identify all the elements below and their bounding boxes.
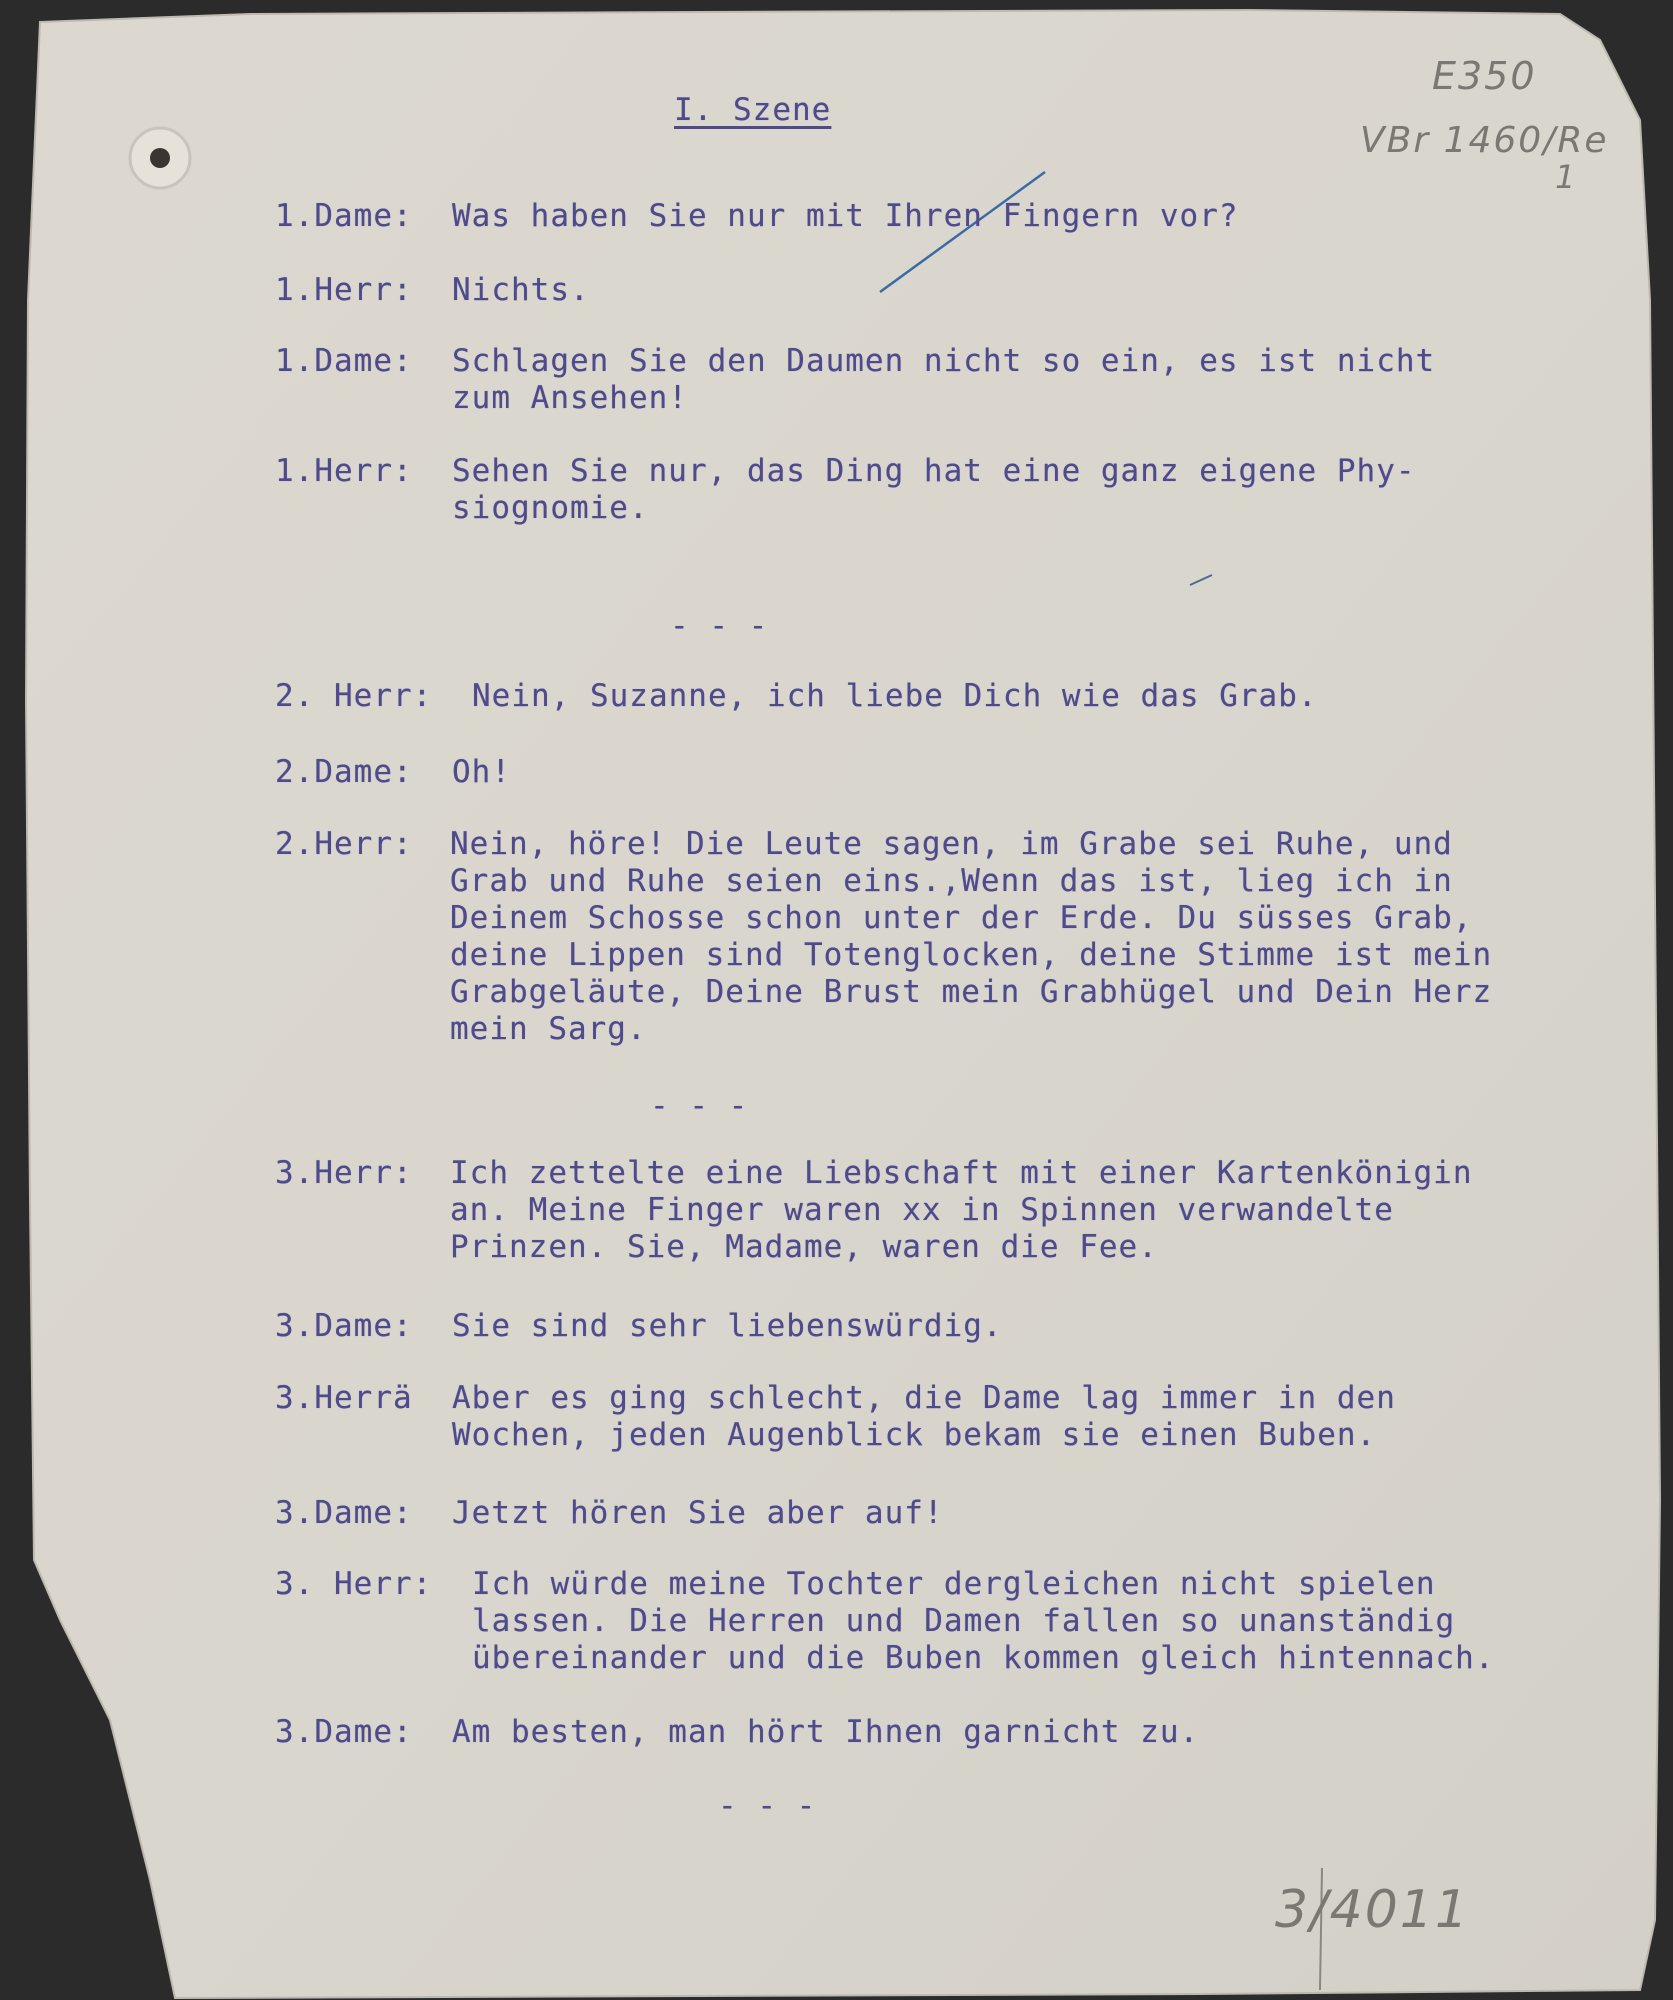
speaker-label: 3.Herrä [275, 1380, 413, 1416]
speaker-label: 1.Dame: [275, 343, 413, 379]
dialogue-line: siognomie. [452, 490, 649, 526]
dialogue-line: Nichts. [452, 272, 590, 308]
speaker-label: 3.Herr: [275, 1155, 413, 1191]
dialogue-line: zum Ansehen! [452, 380, 688, 416]
dialogue-line: Ich zettelte eine Liebschaft mit einer Kartenkönigin [450, 1155, 1473, 1191]
speaker-label: 2. Herr: [275, 678, 433, 714]
dialogue-line: Oh! [452, 754, 511, 790]
archive-mark-sub: 1 [1555, 158, 1578, 196]
speaker-label: 1.Herr: [275, 453, 413, 489]
dialogue-line: Jetzt hören Sie aber auf! [452, 1495, 944, 1531]
dialogue-line: deine Lippen sind Totenglocken, deine Stimme ist mein [450, 937, 1493, 973]
dialogue-line: Grab und Ruhe seien eins.,Wenn das ist, lieg ich in [450, 863, 1453, 899]
dialogue-line: Nein, Suzanne, ich liebe Dich wie das Grab. [472, 678, 1318, 714]
speaker-label: 3.Dame: [275, 1308, 413, 1344]
dialogue-line: Sehen Sie nur, das Ding hat eine ganz eigene Phy- [452, 453, 1416, 489]
dialogue-line: lassen. Die Herren und Damen fallen so unanständig [472, 1603, 1456, 1639]
dialogue-line: übereinander und die Buben kommen gleich hintennach. [472, 1640, 1495, 1676]
scene-separator-2: - - - [650, 1088, 749, 1124]
speaker-label: 2.Herr: [275, 826, 413, 862]
dialogue-line: Nein, höre! Die Leute sagen, im Grabe sei Ruhe, und [450, 826, 1453, 862]
dialogue-line: mein Sarg. [450, 1011, 647, 1047]
dialogue-line: Deinem Schosse schon unter der Erde. Du süsses Grab, [450, 900, 1473, 936]
dialogue-line: Sie sind sehr liebenswürdig. [452, 1308, 1003, 1344]
scene-separator-1: - - - [670, 608, 769, 644]
archive-mark-bottom: 3/4011 [1275, 1880, 1470, 1940]
dialogue-line: Am besten, man hört Ihnen garnicht zu. [452, 1714, 1200, 1750]
speaker-label: 1.Herr: [275, 272, 413, 308]
speaker-label: 3.Dame: [275, 1714, 413, 1750]
dialogue-line: Aber es ging schlecht, die Dame lag immer in den [452, 1380, 1396, 1416]
archive-mark-e350: E350 [1432, 54, 1537, 98]
hole-center [150, 148, 170, 168]
speaker-label: 2.Dame: [275, 754, 413, 790]
dialogue-line: Was haben Sie nur mit Ihren Fingern vor? [452, 198, 1239, 234]
speaker-label: 3.Dame: [275, 1495, 413, 1531]
dialogue-line: Wochen, jeden Augenblick bekam sie einen Buben. [452, 1417, 1377, 1453]
dialogue-line: Prinzen. Sie, Madame, waren die Fee. [450, 1229, 1158, 1265]
dialogue-line: Grabgeläute, Deine Brust mein Grabhügel und Dein Herz [450, 974, 1493, 1010]
scene-separator-3: - - - [718, 1788, 817, 1824]
scene-title: I. Szene [674, 92, 832, 128]
dialogue-line: an. Meine Finger waren xx in Spinnen verwandelte [450, 1192, 1394, 1228]
speaker-label: 1.Dame: [275, 198, 413, 234]
dialogue-line: Ich würde meine Tochter dergleichen nicht spielen [472, 1566, 1436, 1602]
speaker-label: 3. Herr: [275, 1566, 433, 1602]
dialogue-line: Schlagen Sie den Daumen nicht so ein, es ist nicht [452, 343, 1436, 379]
archive-mark-signature: VBr 1460/Re [1360, 120, 1609, 161]
